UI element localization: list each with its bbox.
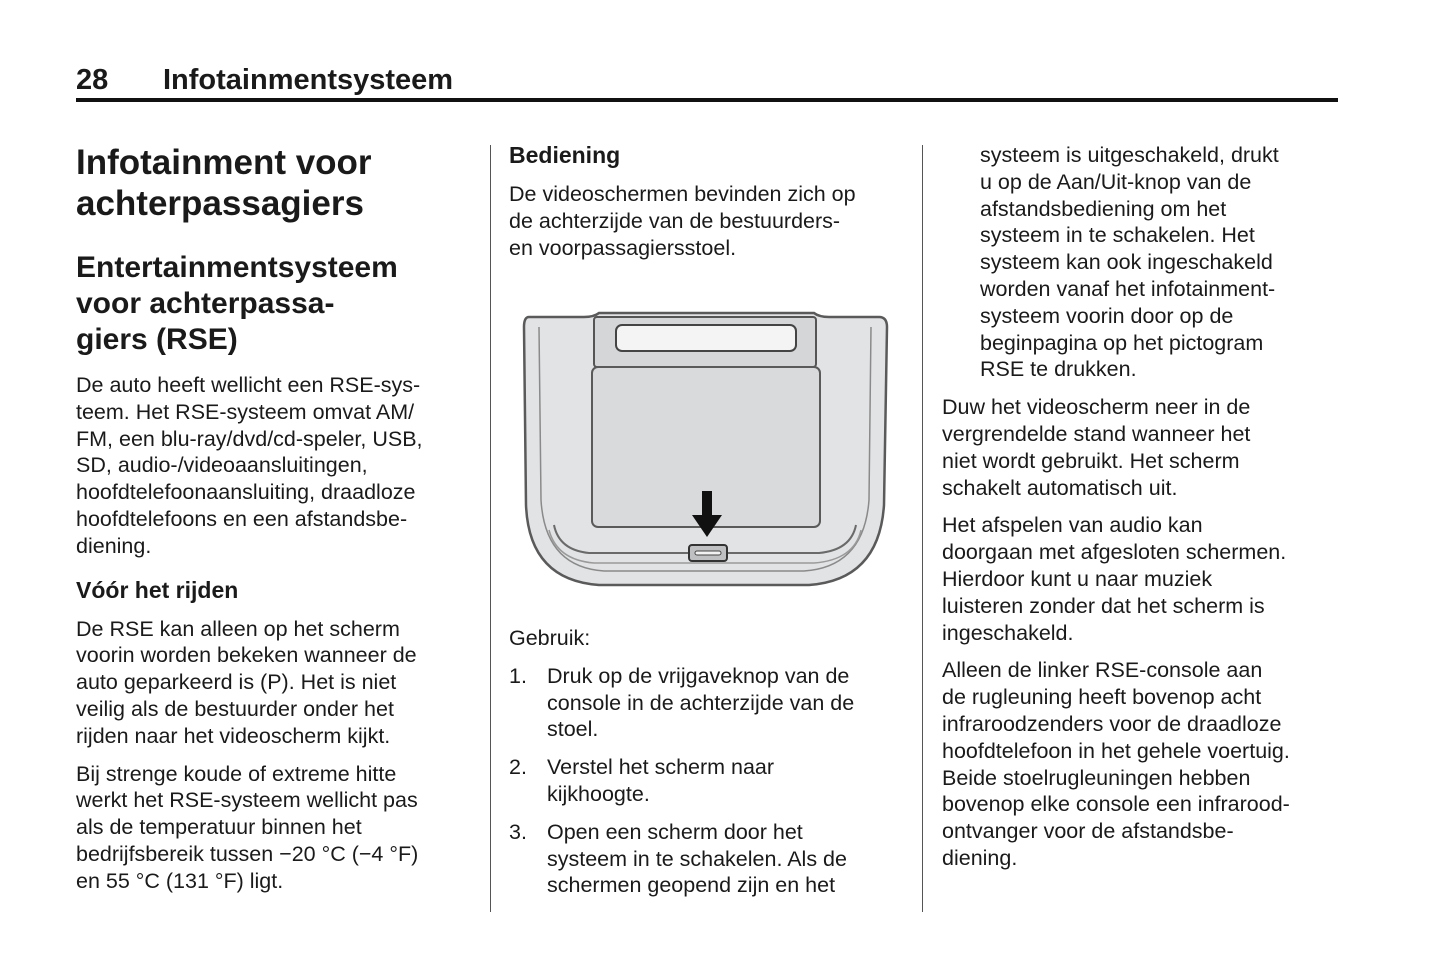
column-divider-1 <box>490 145 491 912</box>
subsection-title: Entertainmentsysteem voor achterpassa- giers (RSE) <box>76 251 398 356</box>
section-title: Infotainment voor achterpassagiers <box>76 143 372 223</box>
page-number: 28 <box>76 64 109 96</box>
step-list <box>509 663 909 899</box>
header-rule <box>76 98 1338 102</box>
usage-label: Gebruik: <box>509 626 591 650</box>
chapter-title: Infotainmentsysteem <box>163 64 454 96</box>
step-number: 1. <box>509 663 527 688</box>
step-number: 3. <box>509 819 527 844</box>
list-item <box>509 819 909 899</box>
operation-heading: Bediening <box>509 142 621 168</box>
step-text: Verstel het scherm naar kijkhoogte. <box>547 755 775 806</box>
temperature-paragraph: Bij strenge koude of extreme hitte werkt het RSE-systeem wellicht pas als de temperatuur binnen het bedrijfsbereik tussen −20 °C (−4 °F) en 55 °C (131 °F) ligt. <box>76 761 419 893</box>
operation-paragraph: De videoschermen bevinden zich op de achterzijde van de bestuurders- en voorpassagiersstoel. <box>509 182 856 260</box>
audio-playback-paragraph: Het afspelen van audio kan doorgaan met afgesloten schermen. Hierdoor kunt u naar muziek luisteren zonder dat het scherm is ingeschakeld. <box>942 513 1287 645</box>
intro-paragraph: De auto heeft wellicht een RSE-sys- teem. Het RSE-systeem omvat AM/ FM, een blu-ray/dvd/cd-speler, USB, SD, audio-/videoaansluitingen, hoofdtelefoonaansluiting, draadloze hoofdtelefoons en een afstandsbe- diening. <box>76 373 423 558</box>
column-3 <box>942 142 1342 883</box>
column-divider-2 <box>922 145 923 912</box>
rse-console-illustration <box>509 305 899 590</box>
column-1 <box>76 142 476 906</box>
step-number: 2. <box>509 755 527 780</box>
list-item <box>509 663 909 743</box>
column-2-steps <box>509 625 909 910</box>
list-item <box>509 754 909 808</box>
step-text: Open een scherm door het systeem in te schakelen. Als de schermen geopend zijn en het <box>547 819 847 898</box>
step-text: Druk op de vrijgaveknop van de console in de achterzijde van de stoel. <box>547 663 855 742</box>
infrared-paragraph: Alleen de linker RSE-console aan de rugleuning heeft bovenop acht infraroodzenders voor de draadloze hoofdtelefoon in het gehele voertuig. Beide stoelrugleuningen hebben bovenop elke console een infrarood- ontvanger voor de afstandsbe- diening. <box>942 658 1290 870</box>
column-2 <box>509 142 909 272</box>
before-driving-paragraph: De RSE kan alleen op het scherm voorin worden bekeken wanneer de auto geparkeerd is (P). Het is niet veilig als de bestuurder onder het rijden naar het videoscherm kijkt. <box>76 616 417 748</box>
screen-down-paragraph: Duw het videoscherm neer in de vergrendelde stand wanneer het niet wordt gebruikt. Het scherm schakelt automatisch uit. <box>942 395 1251 500</box>
step-3-continued: systeem is uitgeschakeld, drukt u op de Aan/Uit-knop van de afstandsbediening om het systeem in te schakelen. Het systeem kan ook ingeschakeld worden vanaf het infotainment- systeem voorin door op de beginpagina op het pictogram RSE te drukken. <box>980 143 1279 382</box>
before-driving-heading: Vóór het rijden <box>76 576 239 603</box>
page-header <box>76 62 1338 102</box>
